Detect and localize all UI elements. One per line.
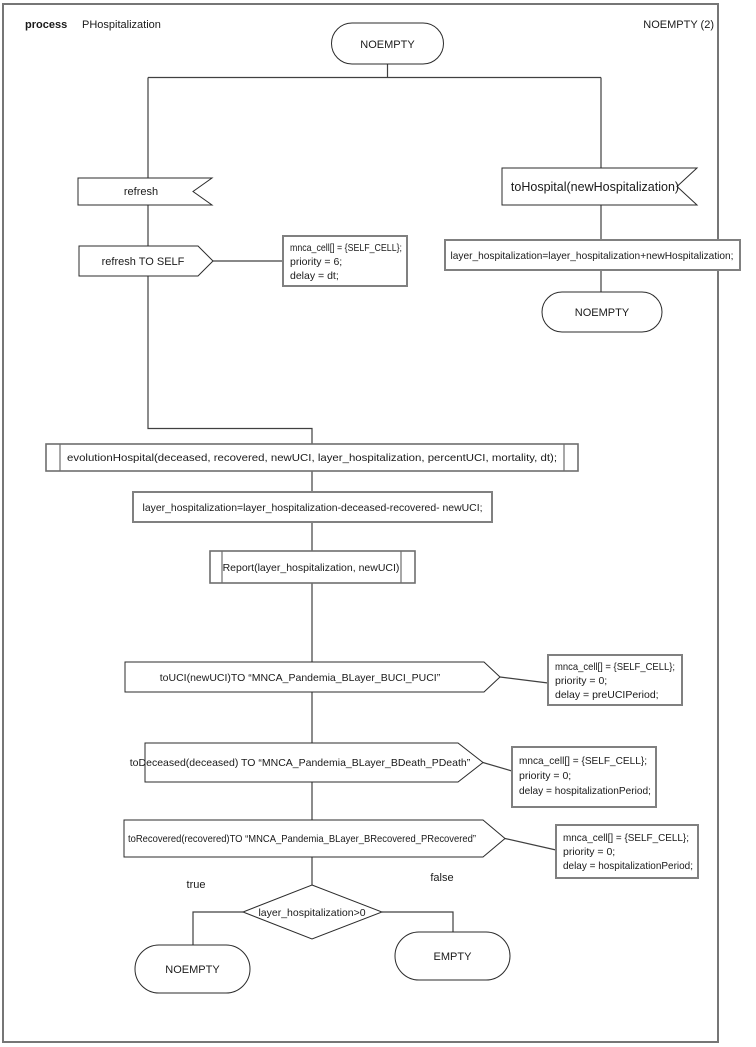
- process-keyword: process: [25, 19, 68, 31]
- code-line: delay = preUCIPeriod;: [555, 689, 659, 701]
- code-line: delay = hospitalizationPeriod;: [563, 860, 693, 872]
- action-assign-add-label: layer_hospitalization=layer_hospitalization+newHospitalization;: [450, 250, 734, 262]
- connector-line: [505, 839, 556, 851]
- code-line: priority = 6;: [290, 256, 343, 268]
- connector-line: [483, 763, 512, 772]
- connector-line: [500, 677, 548, 683]
- connector-true-branch: [193, 912, 243, 945]
- code-line: delay = dt;: [290, 270, 339, 282]
- send-signal-touci-label: toUCI(newUCI)TO “MNCA_Pandemia_BLayer_BUCI_PUCI”: [159, 672, 441, 684]
- code-line: mnca_cell[] = {SELF_CELL};: [290, 242, 402, 254]
- send-signal-refresh-to-self-label: refresh TO SELF: [101, 256, 185, 268]
- code-line: delay = hospitalizationPeriod;: [519, 785, 651, 797]
- receive-signal-tohospital-label: toHospital(newHospitalization): [510, 180, 680, 194]
- send-signal-torecovered-label: toRecovered(recovered)TO “MNCA_Pandemia_BLayer_BRecovered_PRecovered”: [128, 833, 477, 845]
- state-noempty-bottom-label: NOEMPTY: [165, 964, 220, 976]
- code-line: priority = 0;: [555, 675, 608, 687]
- procedure-report-label: Report(layer_hospitalization, newUCI): [222, 562, 400, 574]
- receive-signal-refresh-label: refresh: [123, 186, 159, 198]
- connector-line: [148, 276, 312, 444]
- code-line: priority = 0;: [563, 846, 616, 858]
- action-assign-sub-label: layer_hospitalization=layer_hospitalization-deceased-recovered- newUCI;: [142, 502, 483, 514]
- branch-true-label: true: [186, 879, 206, 891]
- state-noempty-top-label: NOEMPTY: [360, 39, 415, 51]
- send-signal-todeceased-label: toDeceased(deceased) TO “MNCA_Pandemia_BLayer_BDeath_PDeath”: [129, 757, 471, 769]
- state-noempty-right-label: NOEMPTY: [574, 307, 630, 319]
- code-line: mnca_cell[] = {SELF_CELL};: [563, 832, 689, 844]
- code-line: mnca_cell[] = {SELF_CELL};: [555, 661, 675, 673]
- procedure-evolution-label: evolutionHospital(deceased, recovered, newUCI, layer_hospitalization, percentUCI, mortality, dt);: [67, 452, 557, 464]
- code-line: mnca_cell[] = {SELF_CELL};: [519, 755, 647, 767]
- state-reference-label: NOEMPTY (2): [643, 19, 714, 31]
- state-empty-label: EMPTY: [433, 951, 472, 963]
- decision-expression: layer_hospitalization>0: [258, 907, 366, 919]
- code-line: priority = 0;: [519, 770, 572, 782]
- process-name: PHospitalization: [82, 19, 161, 31]
- branch-false-label: false: [430, 872, 454, 884]
- connector-false-branch: [382, 912, 453, 932]
